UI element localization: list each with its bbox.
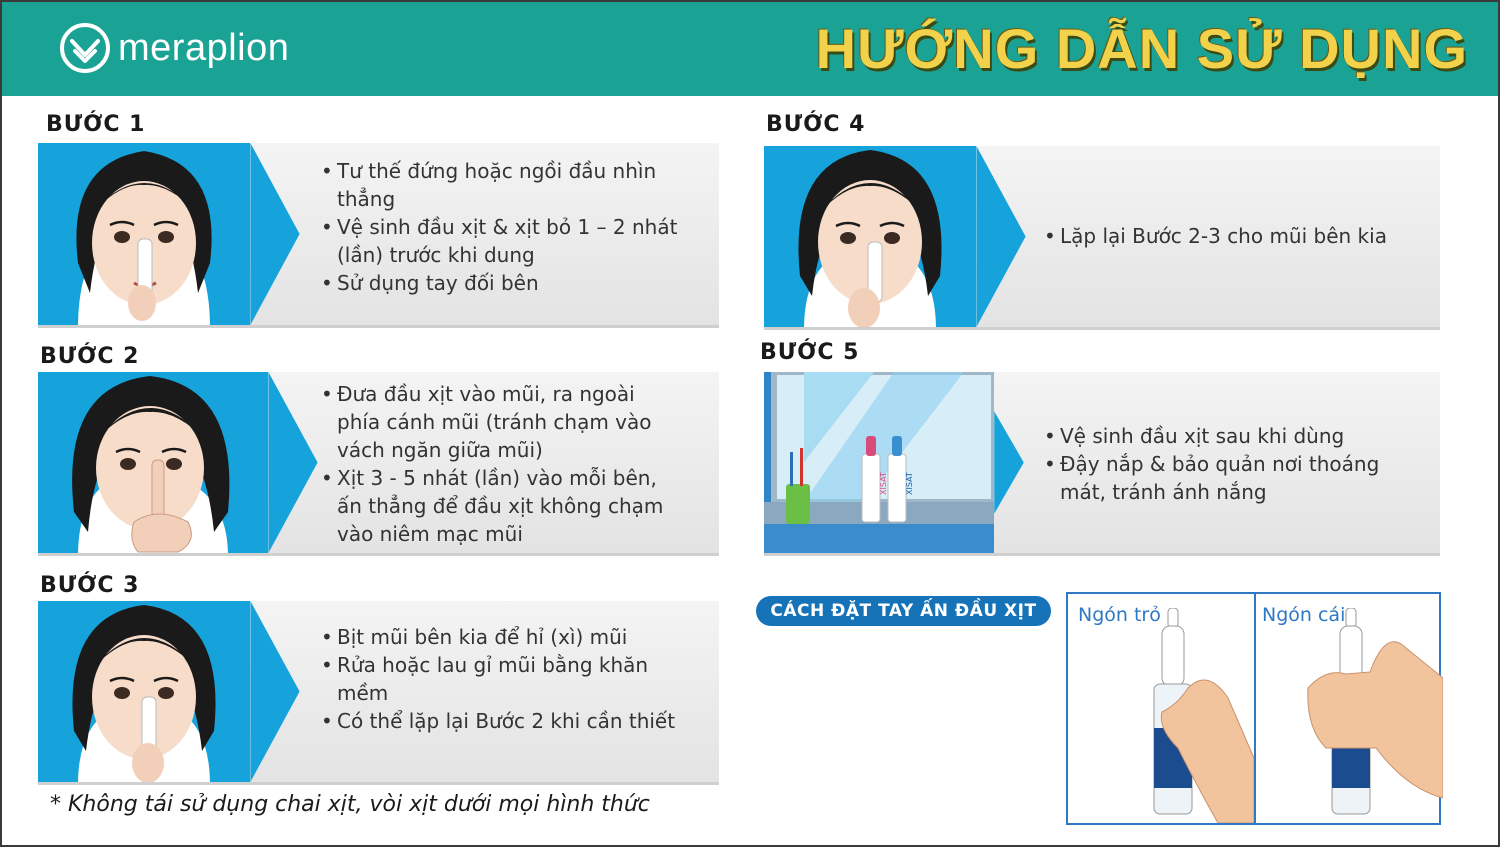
step-5-label: BƯỚC 5 [760,340,860,365]
hand-placement-panel [1066,592,1441,825]
step-1-panel [38,143,719,328]
brand-name: meraplion [118,26,290,69]
step-3-chevron-icon [250,601,300,782]
bullet: • Tư thế đứng hoặc ngồi đầu nhìn thẳng [321,157,701,213]
bullet: • Vệ sinh đầu xịt & xịt bỏ 1 – 2 nhát (lần) trước khi dung [321,213,701,269]
hand-panel-divider [1254,594,1256,823]
bullet: • Đậy nắp & bảo quản nơi thoáng mát, tránh ánh nắng [1044,450,1424,506]
index-finger-label: Ngón trỏ [1078,604,1161,626]
bullet: • Xịt 3 - 5 nhát (lần) vào mỗi bên, ấn thẳng để đầu xịt không chạm vào niêm mạc mũi [321,464,679,548]
step-3-bullets [321,623,681,735]
step-5-panel [764,372,1440,556]
step-4-label: BƯỚC 4 [766,112,866,137]
step-2-panel [38,372,719,556]
step-1-illustration [38,143,250,325]
meraplion-logo-icon [58,21,112,75]
step-3-illustration [38,601,250,782]
bullet: • Vệ sinh đầu xịt sau khi dùng [1044,422,1424,450]
step-2-label: BƯỚC 2 [40,344,140,369]
step-5-chevron-icon [994,372,1024,553]
step-1-chevron-icon [250,143,300,325]
step-4-chevron-icon [976,146,1026,327]
bullet: • Có thể lặp lại Bước 2 khi cần thiết [321,707,681,735]
bullet: • Bịt mũi bên kia để hỉ (xì) mũi [321,623,681,651]
thumb-label: Ngón cái [1262,604,1346,626]
bullet: • Sử dụng tay đối bên [321,269,701,297]
index-finger-hold-illustration [1128,608,1254,823]
brand-logo [58,20,289,76]
step-2-bullets [321,380,679,548]
step-5-illustration [764,372,994,553]
page-title: HƯỚNG DẪN SỬ DỤNG [815,17,1468,80]
step-4-panel [764,146,1440,330]
step-1-bullets [321,157,701,297]
hand-placement-title: CÁCH ĐẶT TAY ẤN ĐẦU XỊT [756,596,1051,626]
bullet: • Đưa đầu xịt vào mũi, ra ngoài phía cánh mũi (tránh chạm vào vách ngăn giữa mũi) [321,380,679,464]
reuse-warning-note: * Không tái sử dụng chai xịt, vòi xịt dưới mọi hình thức [50,792,650,817]
step-1-label: BƯỚC 1 [46,112,146,137]
step-2-illustration [38,372,268,553]
xisat-label-left: XISAT [879,472,888,495]
step-4-illustration [764,146,976,327]
bullet: • Rửa hoặc lau gỉ mũi bằng khăn mềm [321,651,681,707]
step-3-panel [38,601,719,785]
thumb-hold-illustration [1306,608,1443,823]
header-bar [2,2,1498,96]
bullet: • Lặp lại Bước 2-3 cho mũi bên kia [1044,222,1424,250]
step-5-bullets [1044,422,1424,506]
xisat-label-right: XISAT [905,472,914,495]
step-4-bullets [1044,222,1424,250]
step-3-label: BƯỚC 3 [40,573,140,598]
step-2-chevron-icon [268,372,318,553]
